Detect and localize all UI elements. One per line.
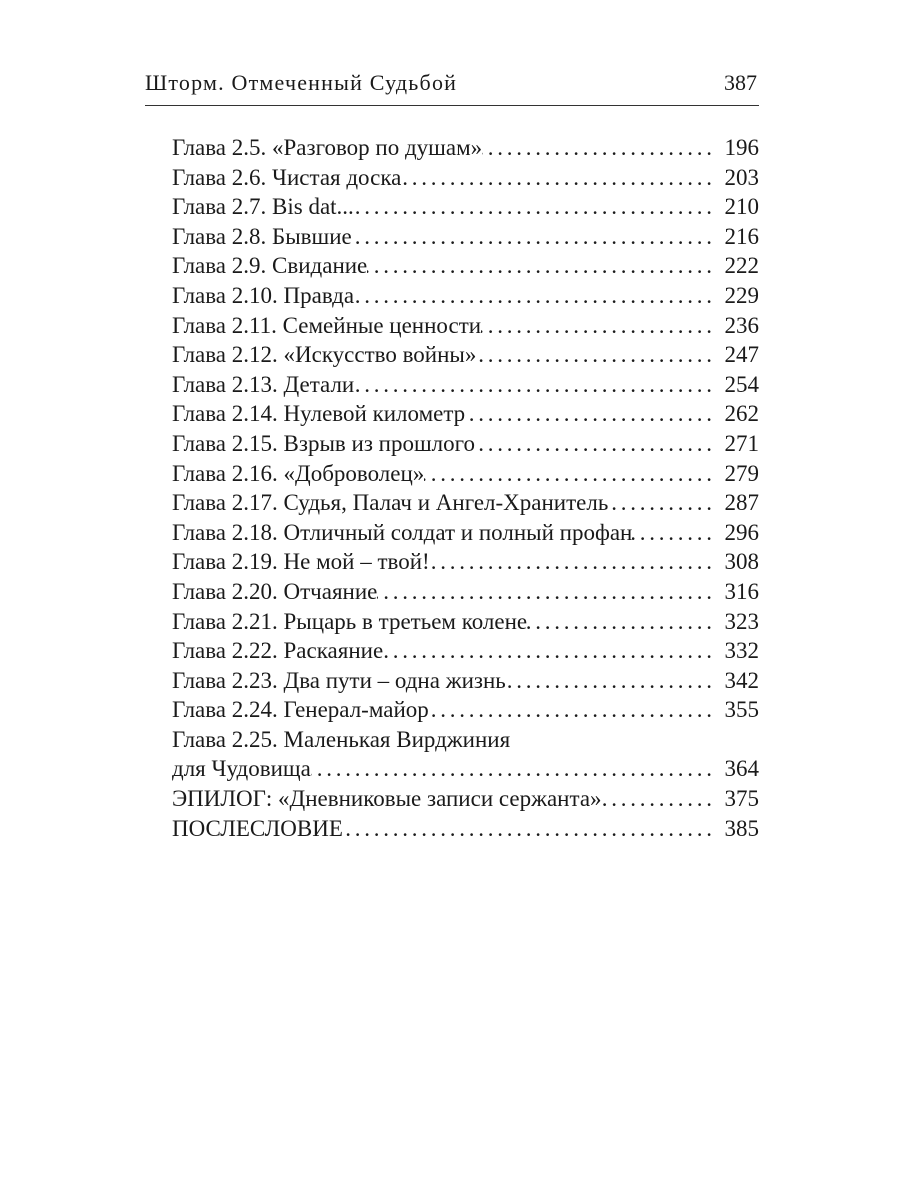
toc-entry-title: Глава 2.16. «Доброволец» xyxy=(172,460,425,486)
toc-entry-page: 287 xyxy=(724,490,759,516)
toc-entry[interactable] xyxy=(172,784,759,814)
dot-leader xyxy=(352,222,715,252)
toc-entry-title: Глава 2.10. Правда xyxy=(172,282,355,308)
toc-entry[interactable] xyxy=(172,459,759,489)
toc-entry[interactable] xyxy=(172,163,759,193)
toc-entry-title: Глава 2.20. Отчаяние xyxy=(172,578,378,604)
toc-entry[interactable] xyxy=(172,251,759,281)
dot-leader xyxy=(482,133,715,163)
toc-entry-page: 279 xyxy=(724,460,759,486)
toc-entry-title: Глава 2.23. Два пути – одна жизнь xyxy=(172,667,506,693)
toc-entry[interactable] xyxy=(172,340,759,370)
dot-leader xyxy=(608,488,715,518)
toc-entry[interactable] xyxy=(172,666,759,696)
running-header xyxy=(145,66,759,106)
dot-leader xyxy=(401,163,715,193)
toc-entry[interactable] xyxy=(172,311,759,341)
dot-leader xyxy=(311,754,715,784)
toc-entry[interactable] xyxy=(172,695,759,725)
toc-entry-title-line2: для Чудовища xyxy=(172,756,311,782)
toc-entry-page: 316 xyxy=(724,578,759,604)
dot-leader xyxy=(527,607,715,637)
toc-entry-title: Глава 2.17. Судья, Палач и Ангел-Хранитель xyxy=(172,490,609,516)
toc-entry-title: Глава 2.14. Нулевой километр xyxy=(172,401,466,427)
toc-entry-title: Глава 2.22. Раскаяние xyxy=(172,638,384,664)
toc-entry-page: 247 xyxy=(724,342,759,368)
toc-entry[interactable] xyxy=(172,518,759,548)
header-rule xyxy=(145,105,759,106)
toc-entry[interactable] xyxy=(172,725,759,784)
table-of-contents xyxy=(172,133,759,843)
toc-entry-title: Глава 2.9. Свидание xyxy=(172,253,368,279)
toc-entry-page: 364 xyxy=(724,756,759,782)
dot-leader xyxy=(475,429,715,459)
dot-leader xyxy=(465,399,715,429)
toc-entry-page: 222 xyxy=(724,253,759,279)
toc-entry-title: Глава 2.12. «Искусство войны» xyxy=(172,342,477,368)
toc-entry-title: Глава 2.15. Взрыв из прошлого xyxy=(172,430,476,456)
dot-leader xyxy=(481,311,715,341)
toc-entry-title: Глава 2.8. Бывшие xyxy=(172,223,352,249)
toc-entry-title: Глава 2.5. «Разговор по душам» xyxy=(172,135,483,160)
running-title: Шторм. Отмеченный Судьбой xyxy=(145,70,458,95)
toc-entry-page: 210 xyxy=(724,194,759,220)
toc-entry-title: Глава 2.21. Рыцарь в третьем колене xyxy=(172,608,528,634)
toc-entry-title: Глава 2.24. Генерал-майор xyxy=(172,697,429,723)
dot-leader xyxy=(367,251,715,281)
toc-entry-title: Глава 2.18. Отличный солдат и полный профан xyxy=(172,519,633,545)
toc-entry[interactable] xyxy=(172,281,759,311)
toc-entry[interactable] xyxy=(172,814,759,844)
dot-leader xyxy=(343,814,715,844)
dot-leader xyxy=(354,281,715,311)
toc-entry-title: ПОСЛЕСЛОВИЕ xyxy=(172,815,343,841)
page-number: 387 xyxy=(724,70,757,95)
toc-entry-page: 236 xyxy=(724,312,759,338)
toc-entry-title-line1: Глава 2.25. Маленькая Вирджиния xyxy=(172,726,511,752)
dot-leader xyxy=(354,370,715,400)
dot-leader xyxy=(602,784,715,814)
toc-entry-page: 375 xyxy=(724,786,759,812)
toc-entry[interactable] xyxy=(172,547,759,577)
toc-entry-page: 216 xyxy=(724,223,759,249)
toc-entry-title: ЭПИЛОГ: «Дневниковые записи сержанта» xyxy=(172,786,602,812)
toc-entry-page: 342 xyxy=(724,667,759,693)
dot-leader xyxy=(632,518,715,548)
toc-entry-page: 296 xyxy=(724,519,759,545)
toc-entry[interactable] xyxy=(172,429,759,459)
toc-entry-page: 271 xyxy=(724,430,759,456)
toc-entry-page: 332 xyxy=(724,638,759,664)
toc-entry[interactable] xyxy=(172,399,759,429)
toc-entry-page: 196 xyxy=(724,135,759,160)
toc-entry-title: Глава 2.11. Семейные ценности xyxy=(172,312,482,338)
toc-entry[interactable] xyxy=(172,607,759,637)
toc-entry-title: Глава 2.13. Детали xyxy=(172,371,355,397)
toc-entry-page: 254 xyxy=(724,371,759,397)
toc-entry-page: 355 xyxy=(724,697,759,723)
toc-entry-page: 262 xyxy=(724,401,759,427)
toc-entry-title: Глава 2.19. Не мой – твой! xyxy=(172,549,430,575)
dot-leader xyxy=(429,695,715,725)
toc-entry-page: 385 xyxy=(724,815,759,841)
dot-leader xyxy=(354,192,715,222)
toc-entry[interactable] xyxy=(172,488,759,518)
dot-leader xyxy=(424,459,715,489)
toc-entry[interactable] xyxy=(172,192,759,222)
toc-entry-page: 308 xyxy=(724,549,759,575)
toc-entry[interactable] xyxy=(172,222,759,252)
dot-leader xyxy=(377,577,715,607)
toc-entry-title: Глава 2.7. Bis dat... xyxy=(172,194,354,220)
toc-entry[interactable] xyxy=(172,370,759,400)
dot-leader xyxy=(506,666,715,696)
toc-entry-page: 203 xyxy=(724,164,759,190)
toc-entry-page: 229 xyxy=(724,282,759,308)
toc-entry-title: Глава 2.6. Чистая доска xyxy=(172,164,402,190)
dot-leader xyxy=(430,547,715,577)
toc-entry[interactable] xyxy=(172,577,759,607)
toc-entry[interactable] xyxy=(172,636,759,666)
toc-entry-page: 323 xyxy=(724,608,759,634)
dot-leader xyxy=(383,636,715,666)
dot-leader xyxy=(476,340,715,370)
toc-entry[interactable] xyxy=(172,133,759,163)
